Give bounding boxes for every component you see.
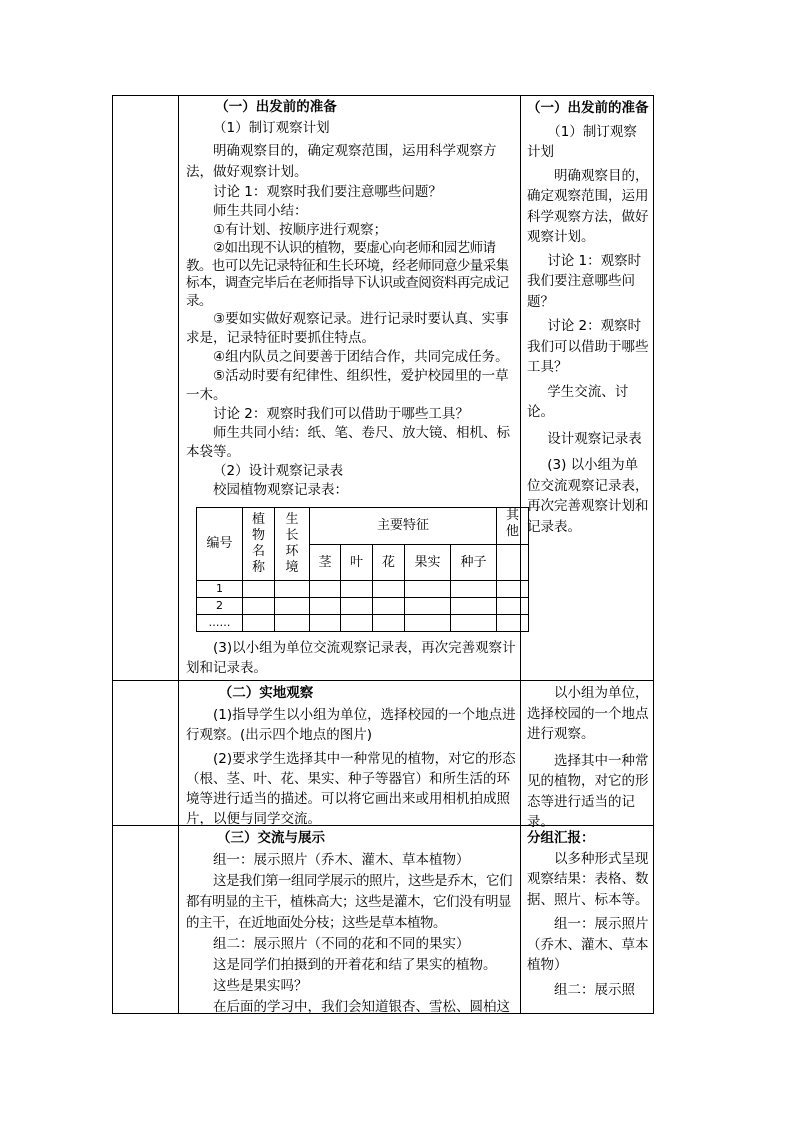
section1-item-1: ①有计划、按顺序进行观察；: [213, 222, 388, 238]
section1-sub1: （1）制订观察计划: [213, 120, 330, 136]
cell: [373, 615, 405, 632]
section3-g1: 组一：展示照片（乔木、灌木、草本植物）: [213, 852, 470, 868]
section2-p1: (1)指导学生以小组为单位，选择校园的一个地点进行观察。(出示四个地点的图片): [186, 707, 516, 743]
section1-item-5: ⑤活动时要有纪律性、组织性，爱护校园里的一草一木。: [186, 368, 509, 403]
section1-notes-title: （一）出发前的准备: [527, 100, 649, 116]
cell: [451, 615, 497, 632]
cell: [310, 581, 341, 598]
header-other-blank: [497, 545, 529, 581]
cell: [243, 581, 275, 598]
section1-sub3: (3)以小组为单位交流观察记录表，再次完善观察计划和记录表。: [186, 640, 516, 676]
section1-sub2: （2）设计观察记录表: [213, 463, 344, 479]
cell: [497, 615, 529, 632]
header-environment-3: 环: [285, 544, 299, 559]
section1-p1: 明确观察目的，确定观察范围，运用科学观察方法，做好观察计划。: [186, 143, 497, 180]
section1-sub3-wrap: [186, 638, 516, 678]
header-main-features: 主要特征: [310, 508, 497, 545]
section3-question: 这些是果实吗？: [213, 978, 308, 994]
header-environment: [275, 508, 310, 581]
cell: [341, 581, 373, 598]
header-flower: 花: [373, 545, 405, 581]
section1-notes-3: 讨论 1：观察时我们要注意哪些问题？: [527, 252, 642, 310]
column-divider-1: [178, 95, 179, 1014]
header-other: [497, 508, 529, 545]
section3-last: 在后面的学习中，我们会知道银杏、雪松、圆柏这: [213, 999, 510, 1015]
cell: [497, 598, 529, 615]
cell: [275, 581, 310, 598]
section1-notes-5: 学生交流、讨论。: [527, 383, 629, 420]
section1-notes-6: 设计观察记录表: [547, 430, 642, 447]
row-number-more: ……: [197, 615, 243, 632]
row-number-2: 2: [197, 598, 243, 615]
header-plant-name-4: 称: [251, 560, 265, 575]
section2-notes-2: 选择其中一种常见的植物，对它的形态等进行适当的记录。: [527, 752, 649, 830]
section2-notes-1: 以小组为单位，选择校园的一个地点进行观察。: [527, 685, 649, 742]
section3-notes-1: 以多种形式呈现观察结果：表格、数据、照片、标本等。: [527, 850, 649, 908]
section2-main: [186, 683, 516, 829]
section3-title: （三）交流与展示: [217, 830, 325, 846]
section1-notes-7: (3) 以小组为单位交流观察记录表，再次完善观察计划和记录表。: [527, 457, 649, 535]
header-plant-name: [243, 508, 275, 581]
section3-g2: 组二：展示照片（不同的花和不同的果实）: [213, 936, 470, 952]
section1-notes-2: 明确观察目的，确定观察范围，运用科学观察方法，做好观察计划。: [527, 167, 649, 245]
section1-q2: 讨论 2：观察时我们可以借助于哪些工具？: [213, 406, 469, 422]
header-leaf: 叶: [341, 545, 373, 581]
section1-summary1: 师生共同小结：: [213, 203, 308, 219]
section1-item-3: ③要如实做好观察记录。进行记录时要认真、实事求是，记录特征时要抓住特点。: [186, 311, 509, 346]
header-stem: 茎: [310, 545, 341, 581]
cell: [451, 581, 497, 598]
section1-item-4: ④组内队员之间要善于团结合作，共同完成任务。: [213, 349, 509, 365]
section1-title: （一）出发前的准备: [215, 99, 337, 115]
table-border-left: [112, 95, 113, 1014]
cell: [275, 598, 310, 615]
cell: [373, 598, 405, 615]
section3-notes-3: 组二：展示照: [554, 981, 635, 998]
cell: [310, 615, 341, 632]
cell: [243, 598, 275, 615]
header-plant-name-1: 植: [251, 512, 265, 527]
header-other-1: 其: [505, 508, 519, 523]
cell: [405, 598, 451, 615]
header-plant-name-3: 名: [251, 544, 265, 559]
section1-q1: 讨论 1：观察时我们要注意哪些问题？: [213, 184, 442, 200]
section3-notes-2: 组一：展示照片（乔木、灌木、草本植物）: [527, 916, 649, 973]
cell: [497, 581, 529, 598]
observation-record-table: [196, 507, 529, 632]
header-fruit: 果实: [405, 545, 451, 581]
section2-notes: [527, 683, 649, 833]
row-divider-1: [112, 680, 654, 681]
cell: [451, 598, 497, 615]
header-environment-1: 生: [285, 512, 299, 527]
header-seed: 种子: [451, 545, 497, 581]
table-border-top: [112, 95, 654, 96]
table-title: 校园植物观察记录表：: [213, 482, 348, 498]
row-number-1: 1: [197, 581, 243, 598]
section2-title: （二）实地观察: [218, 685, 314, 701]
cell: [243, 615, 275, 632]
section1-notes-1: （1）制订观察计划: [527, 123, 637, 160]
section1-summary2: 师生共同小结：纸、笔、卷尺、放大镜、相机、标本袋等。: [186, 425, 510, 460]
section1-notes: [527, 98, 649, 537]
cell: [341, 598, 373, 615]
section3-main: [186, 828, 516, 1018]
cell: [405, 581, 451, 598]
cell: [405, 615, 451, 632]
cell: [275, 615, 310, 632]
cell: [310, 598, 341, 615]
header-environment-2: 长: [285, 528, 299, 543]
cell: [373, 581, 405, 598]
section3-g1-text: 这是我们第一组同学展示的照片，这些是乔木，它们都有明显的主干，植株高大；这些是灌木，它们没有明显的主干，在近地面处分枝；这些是草本植物。: [186, 873, 512, 931]
section1-main: [186, 98, 516, 500]
cell: [341, 615, 373, 632]
section3-notes: [527, 828, 649, 1000]
section1-notes-4: 讨论 2：观察时我们可以借助于哪些工具？: [527, 318, 649, 375]
header-plant-name-2: 物: [251, 528, 265, 543]
header-other-2: 他: [505, 524, 519, 539]
section3-notes-title: 分组汇报：: [527, 830, 595, 846]
header-environment-4: 境: [285, 560, 299, 575]
section2-p2: (2)要求学生选择其中一种常见的植物，对它的形态（根、茎、叶、花、果实、种子等器官）和所生活的环境等进行适当的描述。可以将它画出来或用相机拍成照片，以便与同学交流。: [186, 751, 516, 827]
table-border-right: [653, 95, 654, 1014]
section1-item-2: ②如出现不认识的植物，要虚心向老师和园艺师请教。也可以先记录特征和生长环境，经老师同意少量采集标本，调查完毕后在老师指导下认识或查阅资料再完成记录。: [186, 240, 509, 309]
header-number: 编号: [197, 508, 243, 581]
section3-g2-text: 这是同学们拍摄到的开着花和结了果实的植物。: [213, 957, 497, 973]
